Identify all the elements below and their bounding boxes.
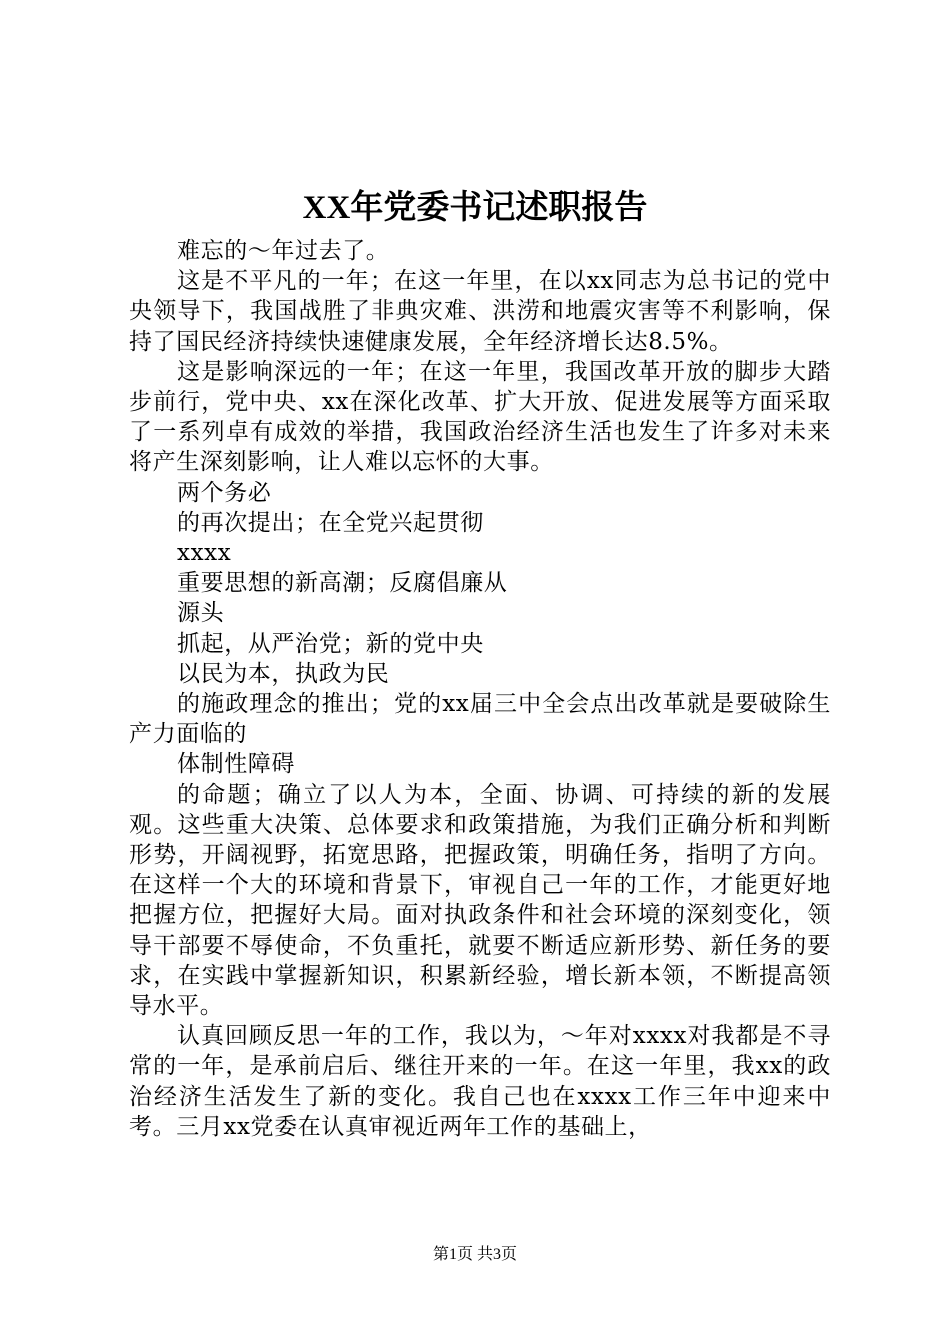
text-line: 的再次提出；在全党兴起贯彻 <box>177 509 484 536</box>
paragraph: 这是影响深远的一年；在这一年里，我国改革开放的脚步大踏步前行，党中央、xx在深化改革、扩大开放、促进发展等方面采取了一系列卓有成效的举措，我国政治经济生活也发生了许多对未来将产生深刻影响，让人难以忘怀的大事。 <box>129 358 831 476</box>
paragraph: 认真回顾反思一年的工作，我以为，～年对xxxx对我都是不寻常的一年，是承前启后、继往开来的一年。在这一年里，我xx的政治经济生活发生了新的变化。我自己也在xxxx工作三年中迎来中考。三月xx党委在认真审视近两年工作的基础上， <box>129 1023 831 1140</box>
text-line: 重要思想的新高潮；反腐倡廉从 <box>177 570 508 597</box>
paragraph: 这是不平凡的一年；在这一年里，在以xx同志为总书记的党中央领导下，我国战胜了非典灾难、洪涝和地震灾害等不利影响，保持了国民经济持续快速健康发展，全年经济增长达8.5%。 <box>129 268 831 355</box>
document-body <box>129 236 831 1142</box>
text-line: 源头 <box>177 600 225 627</box>
paragraph: 的命题；确立了以人为本，全面、协调、可持续的新的发展观。这些重大决策、总体要求和政策措施，为我们正确分析和判断形势，开阔视野，拓宽思路，把握政策，明确任务，指明了方向。在这样一个大的环境和背景下，审视自己一年的工作，才能更好地把握方位，把握好大局。面对执政条件和社会环境的深刻变化，领导干部要不辱使命，不负重托，就要不断适应新形势、新任务的要求，在实践中掌握新知识，积累新经验，增长新本领，不断提高领导水平。 <box>129 781 831 1020</box>
text-line: 两个务必 <box>177 479 272 506</box>
text-line: 抓起，从严治党；新的党中央 <box>177 630 484 657</box>
text-line: xxxx <box>177 540 232 567</box>
paragraph: 的施政理念的推出；党的xx届三中全会点出改革就是要破除生产力面临的 <box>129 691 831 748</box>
text-line: 以民为本，执政为民 <box>177 660 390 687</box>
text-line: 体制性障碍 <box>177 751 295 778</box>
page-number-footer: 第1页 共3页 <box>432 1246 517 1263</box>
document-title: XX年党委书记述职报告 <box>302 190 648 226</box>
paragraph: 难忘的～年过去了。 <box>177 238 390 264</box>
